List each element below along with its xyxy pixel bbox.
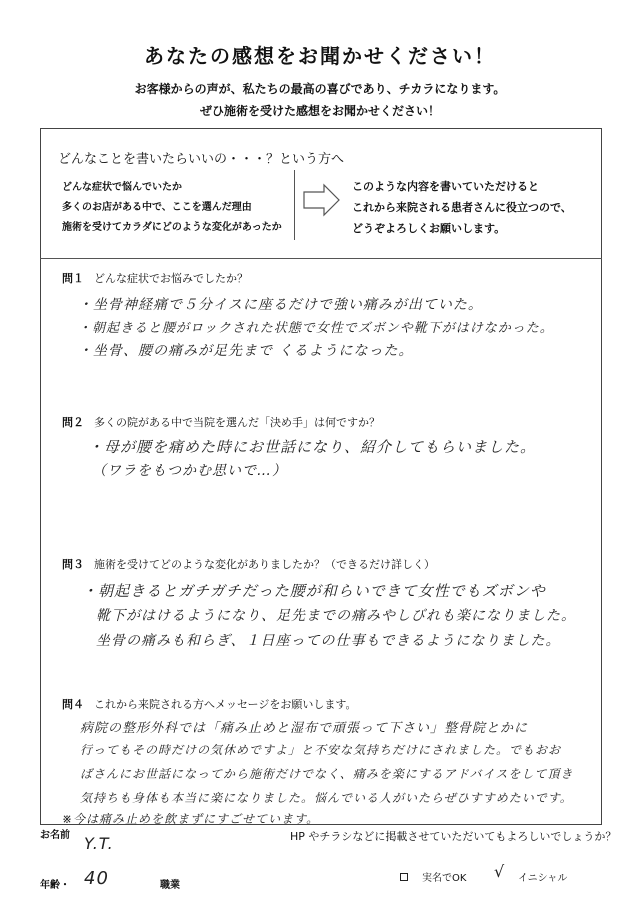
answer-line: （ワラをもつかむ思いで…） — [92, 463, 287, 479]
question-4: 問４ これから来院される方へメッセージをお願いします。 — [62, 698, 357, 711]
answer-line: ・坐骨神経痛で５分イスに座るだけで強い痛みが出ていた。 — [78, 297, 483, 313]
answer-line: 行ってもその時だけの気休めですよ」と不安な気持ちだけにされました。でもおお — [80, 743, 562, 757]
answer-line: ・母が腰を痛めた時にお世話になり、紹介してもらいました。 — [88, 438, 537, 456]
subtitle-2: ぜひ施術を受けた感想をお聞かせください！ — [199, 104, 440, 118]
age-value[interactable]: 40 — [84, 868, 109, 889]
real-name-option: 実名でOK — [422, 873, 467, 884]
answer-line: 坐骨の痛みも和らぎ、１日座っての仕事もできるようになりました。 — [96, 633, 561, 649]
intro-right-line: このような内容を書いていただけると — [352, 180, 539, 193]
name-value[interactable]: Y.T. — [84, 834, 114, 853]
intro-item: 多くのお店がある中で、ここを選んだ理由 — [62, 202, 252, 213]
answer-line: 気持ちも身体も本当に楽になりました。悩んでいる人がいたらぜひすすめたいです。 — [80, 791, 573, 805]
age-label: 年齢・ — [40, 880, 70, 891]
question-1: 問１ どんな症状でお悩みでしたか？ — [62, 272, 248, 285]
intro-item: どんな症状で悩んでいたか — [62, 182, 182, 193]
intro-right-line: これから来院される患者さんに役立つので、 — [352, 201, 572, 214]
intro-right-line: どうぞよろしくお願いします。 — [352, 222, 506, 235]
intro-divider — [294, 170, 295, 240]
question-3: 問３ 施術を受けてどのような変化がありましたか？（できるだけ詳しく） — [62, 558, 435, 571]
check-mark-icon: √ — [494, 862, 506, 881]
answer-line: ・坐骨、腰の痛みが足先まで くるようになった。 — [78, 343, 414, 359]
page-title: あなたの感想をお聞かせください！ — [144, 44, 496, 68]
answer-line: ・朝起きるとガチガチだった腰が和らいできて女性でもズボンや — [82, 582, 546, 600]
answer-line: ※今は痛み止めを飲まずにすごせています。 — [62, 812, 320, 826]
subtitle-1: お客様からの声が、私たちの最高の喜びであり、チカラになります。 — [134, 82, 506, 96]
intro-heading: どんなことを書いたらいいの・・・？という方へ — [58, 152, 345, 167]
section-divider — [40, 258, 602, 259]
answer-line: ばさんにお世話になってから施術だけでなく、痛みを楽にするアドバイスをして頂き — [80, 767, 574, 781]
permission-text: HP やチラシなどに掲載させていただいてもよろしいでしょうか？ — [290, 830, 617, 843]
intro-item: 施術を受けてカラダにどのような変化があったか — [62, 222, 282, 233]
name-label: お名前 — [40, 830, 70, 841]
job-label: 職業 — [160, 880, 180, 891]
answer-line: 病院の整形外科では「痛み止めと湿布で頑張って下さい」整骨院とかに — [80, 721, 529, 736]
real-name-checkbox[interactable] — [400, 873, 408, 881]
initial-option[interactable]: イニシャル — [518, 873, 568, 884]
answer-line: 靴下がはけるようになり、足先までの痛みやしびれも楽になりました。 — [96, 608, 576, 624]
answer-line: ・朝起きると腰がロックされた状態で女性でズボンや靴下がはけなかった。 — [78, 321, 554, 336]
question-2: 問２ 多くの院がある中で当院を選んだ「決め手」は何ですか？ — [62, 416, 380, 429]
right-arrow-icon — [302, 182, 342, 218]
